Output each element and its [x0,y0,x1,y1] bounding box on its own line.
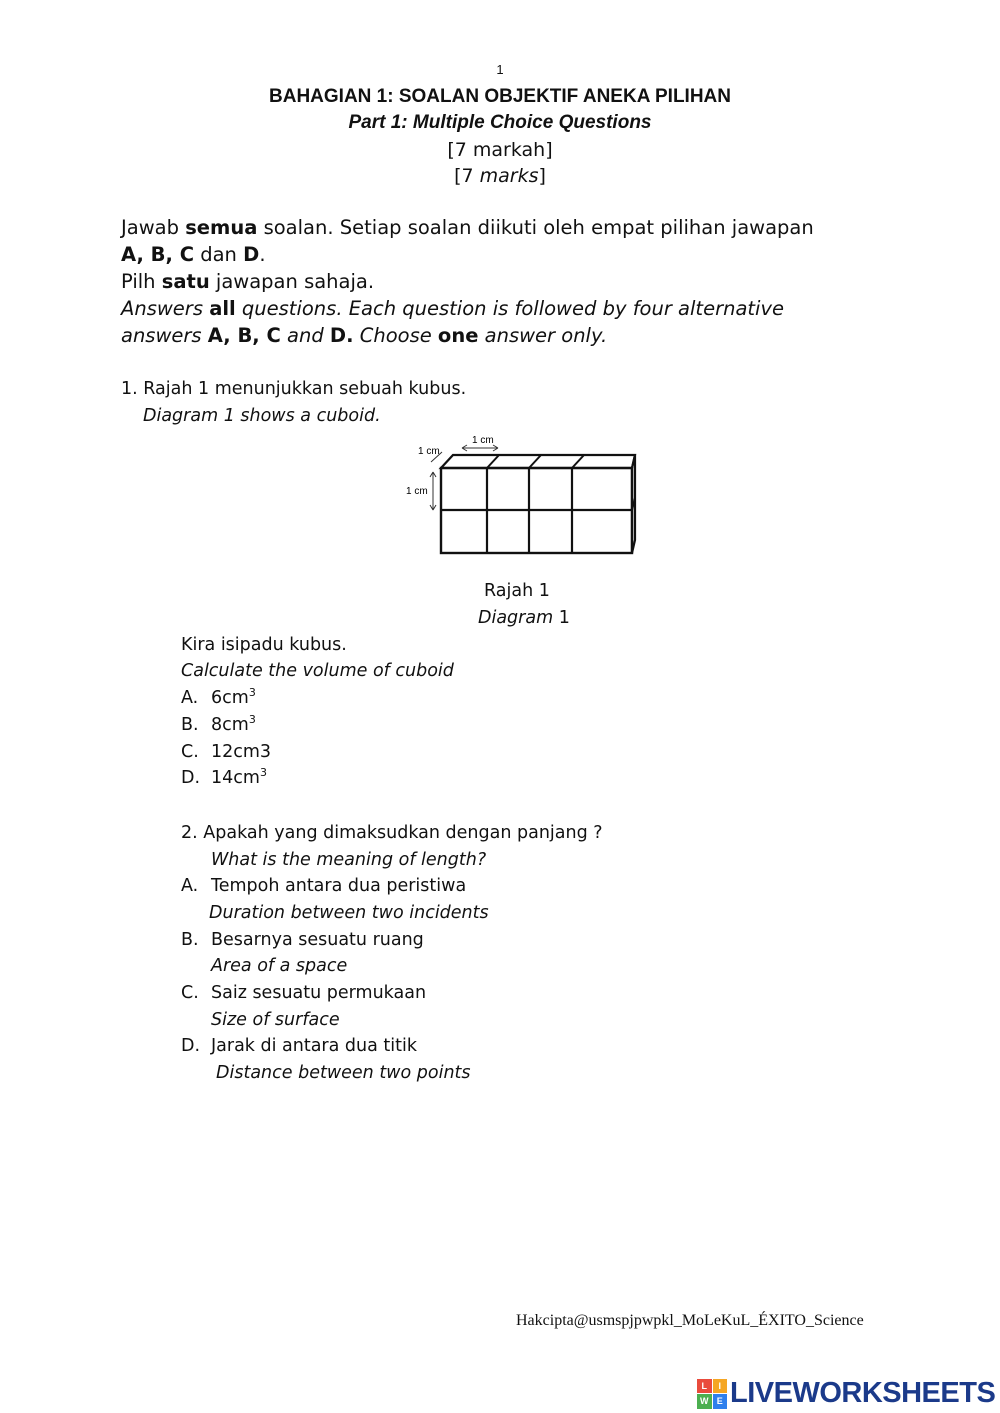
q1-stem-en: Diagram 1 shows a cuboid. [143,406,381,426]
depth-label: 1 cm [418,446,440,457]
cuboid-diagram [398,428,648,563]
logo-text: LIVEWORKSHEETS [730,1377,996,1409]
section-title-en: Part 1: Multiple Choice Questions [348,112,652,133]
q1-option[interactable]: B. $8cm^3$ [181,713,256,735]
diagram-caption-en: Diagram 1 [478,608,570,628]
cuboid-top-line [529,455,541,468]
cuboid-top-line [487,455,499,468]
q1-option[interactable]: D. $14cm^3$ [181,766,267,788]
q1-ask-ms: Kira isipadu kubus. [181,635,347,655]
cuboid-top-line [572,455,584,468]
instruction-line-3: Pilh satu jawapan sahaja. [121,270,375,293]
instruction-line-5: answers A, B, C and D. Choose one answer only. [121,324,608,347]
q2-option[interactable]: B. Besarnya sesuatu ruang [181,930,424,950]
q2-option-translation: Area of a space [211,956,348,976]
q2-stem-en: What is the meaning of length? [211,850,487,870]
q2-option-translation: Size of surface [211,1010,340,1030]
width-label: 1 cm [472,435,494,446]
q2-option-translation: Duration between two incidents [209,903,489,923]
instruction-line-1: Jawab semua soalan. Setiap soalan diikuti oleh empat pilihan jawapan [121,216,814,239]
q2-option[interactable]: A. Tempoh antara dua peristiwa [181,876,467,896]
q2-option-translation: Distance between two points [216,1063,471,1083]
diagram-caption-ms: Rajah 1 [484,581,550,601]
q1-option[interactable]: A. $6cm^3$ [181,686,256,708]
page-number: 1 [496,62,504,77]
logo-mark-icon: L I W E [697,1379,727,1409]
marks-en: [7 marks] [454,165,546,187]
q1-ask-en: Calculate the volume of cuboid [181,661,454,681]
section-title-ms: BAHAGIAN 1: SOALAN OBJEKTIF ANEKA PILIHAN [269,86,731,107]
copyright-credit: Hakcipta@usmspjpwpkl_MoLeKuL_ÉXITO_Science [516,1312,864,1329]
marks-ms: [7 markah] [447,139,553,161]
q1-option[interactable]: C. 12cm3 [181,742,272,762]
instruction-line-4: Answers all questions. Each question is followed by four alternative [121,297,784,320]
instruction-line-2: A, B, C dan D. [121,243,266,266]
height-label: 1 cm [406,486,428,497]
q2-stem-ms: 2. Apakah yang dimaksudkan dengan panjang ? [181,823,603,843]
q2-option[interactable]: D. Jarak di antara dua titik [181,1036,417,1056]
liveworksheets-logo[interactable] [697,1377,995,1410]
q1-stem-ms: 1. Rajah 1 menunjukkan sebuah kubus. [121,379,467,399]
q2-option[interactable]: C. Saiz sesuatu permukaan [181,983,427,1003]
